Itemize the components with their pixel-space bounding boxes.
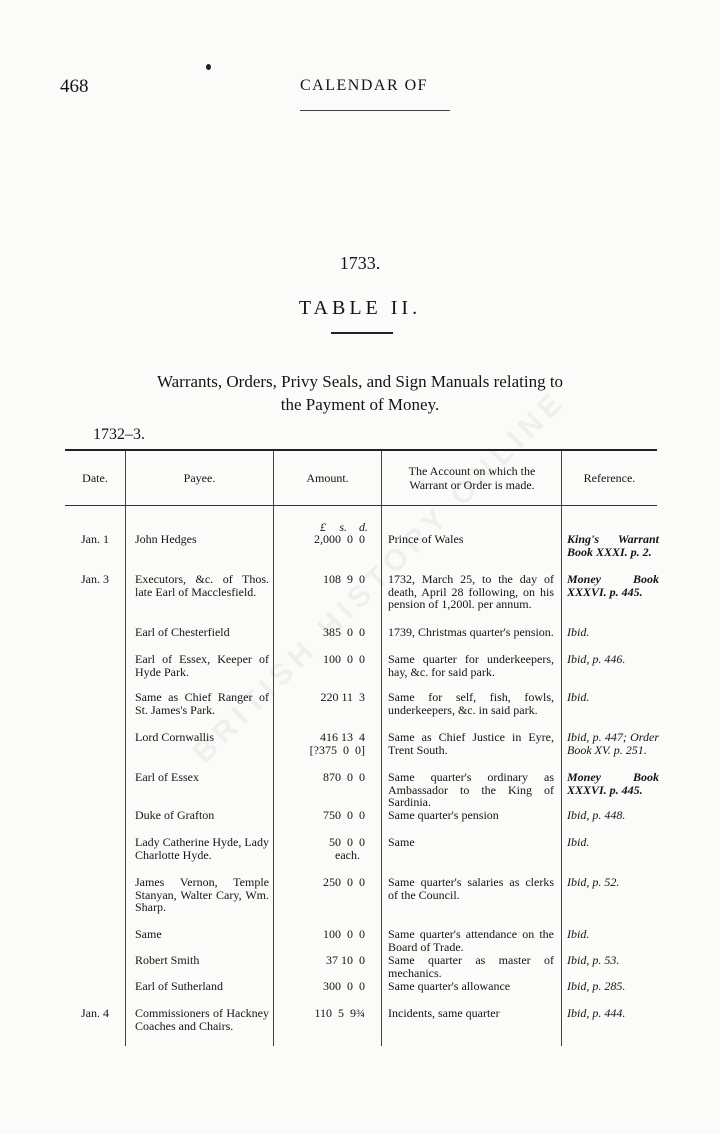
- table-row-reference: Ibid, p. 447; Order Book XV. p. 251.: [567, 730, 659, 757]
- column-header-amount: Amount.: [306, 471, 349, 485]
- table-row-date: Jan. 1: [81, 532, 109, 546]
- amount-value: 110 5 9¾: [314, 1006, 365, 1020]
- ink-dot: [206, 64, 211, 70]
- table-row-payee: Earl of Sutherland: [135, 979, 223, 993]
- amount-note: [?375 0 0]: [309, 743, 365, 757]
- amount-value: 750 0 0: [323, 808, 365, 822]
- table-row-account: Same quarter's allowance: [388, 979, 511, 993]
- table-row-account: Same: [388, 835, 415, 849]
- table-row-account: Same as Chief Justice in Eyre, Trent South.: [388, 730, 554, 757]
- table-row-account: 1739, Christmas quarter's pension.: [388, 625, 554, 639]
- table-row-payee: Earl of Essex: [135, 770, 199, 784]
- amount-value: 220 11 3: [320, 690, 365, 704]
- table-row-reference: Ibid, p. 53.: [567, 953, 620, 967]
- table-row-payee: Same: [135, 927, 162, 941]
- pounds-symbol: £: [320, 520, 326, 534]
- table-row-amount: [277, 771, 377, 784]
- header-rule: [300, 110, 450, 111]
- table-row-account: Same quarter's pension: [388, 808, 499, 822]
- table-title: TABLE II.: [298, 297, 422, 319]
- table-row-account: Same for self, fish, fowls, underkeepers, &c. in said park.: [388, 690, 554, 717]
- amount-value: 100 0 0: [323, 927, 365, 941]
- amount-value: 300 0 0: [323, 979, 365, 993]
- table-row-payee: Robert Smith: [135, 953, 200, 967]
- table-row-amount: [277, 836, 377, 849]
- section-heading: [40, 370, 680, 416]
- pence-symbol: d.: [359, 520, 368, 534]
- table-row-reference: Ibid.: [567, 690, 590, 704]
- amount-value: 385 0 0: [323, 625, 365, 639]
- table-row-payee: Lady Catherine Hyde, Lady Charlotte Hyde.: [135, 835, 269, 862]
- table-row-amount: [277, 731, 377, 744]
- table-row-amount-note: [277, 849, 377, 862]
- amount-value: 37 10 0: [326, 953, 365, 967]
- amount-value: 870 0 0: [323, 770, 365, 784]
- title-rule: [331, 332, 393, 334]
- subheading: 1732–3.: [93, 426, 145, 443]
- table-row-account: Incidents, same quarter: [388, 1006, 500, 1020]
- table-row-payee: Same as Chief Ranger of St. James's Park.: [135, 690, 269, 717]
- shillings-symbol: s.: [339, 520, 347, 534]
- table-row-amount: [277, 626, 377, 639]
- amount-value: 108 9 0: [323, 572, 365, 586]
- column-header-reference: Reference.: [583, 471, 636, 485]
- table-row-account: Same quarter as master of mechanics.: [388, 953, 554, 980]
- table-row-date: Jan. 4: [81, 1006, 109, 1020]
- amount-note: each.: [335, 848, 360, 862]
- column-header-payee: Payee.: [183, 471, 216, 485]
- table-row-account: 1732, March 25, to the day of death, April 28 following, on his pension of 1,200l. per annum.: [388, 572, 554, 611]
- table-row-reference: Ibid.: [567, 625, 590, 639]
- table-row-reference: Ibid, p. 52.: [567, 875, 620, 889]
- column-divider: [273, 451, 274, 1046]
- table-row-payee: Lord Cornwallis: [135, 730, 214, 744]
- table-row-amount: [277, 954, 377, 967]
- table-row-amount: [277, 533, 377, 546]
- year-heading: 1733.: [339, 253, 381, 273]
- table-row-amount: [277, 928, 377, 941]
- amount-value: 100 0 0: [323, 652, 365, 666]
- table-row-payee: Commissioners of Hackney Coaches and Chairs.: [135, 1006, 269, 1033]
- table-row-reference: Ibid.: [567, 927, 590, 941]
- table-row-reference: Ibid, p. 444.: [567, 1006, 626, 1020]
- table-row-reference: Ibid, p. 446.: [567, 652, 626, 666]
- table-row-account: Same quarter's ordinary as Ambassador to the King of Sardinia.: [388, 770, 554, 809]
- table-row-payee: James Vernon, Temple Stanyan, Walter Cary, Wm. Sharp.: [135, 875, 269, 914]
- section-heading-line2: the Payment of Money.: [280, 395, 440, 414]
- table-row-reference: King's Warrant Book XXXI. p. 2.: [567, 532, 659, 559]
- amount-value: 2,000 0 0: [314, 532, 365, 546]
- table-row-payee: John Hedges: [135, 532, 197, 546]
- column-divider: [125, 451, 126, 1046]
- table-row-account: Same quarter for underkeepers, hay, &c. for said park.: [388, 652, 554, 679]
- amount-value: 416 13 4: [320, 730, 365, 744]
- table-row-reference: Ibid, p. 448.: [567, 808, 626, 822]
- amount-value: 250 0 0: [323, 875, 365, 889]
- page-number: 468: [60, 76, 89, 97]
- section-heading-line1: Warrants, Orders, Privy Seals, and Sign Manuals relating to: [156, 372, 564, 391]
- column-divider: [561, 451, 562, 1046]
- column-divider: [381, 451, 382, 1046]
- table-row-reference: Money Book XXXVI. p. 445.: [567, 572, 659, 599]
- table-row-amount: [277, 980, 377, 993]
- table-row-reference: Money Book XXXVI. p. 445.: [567, 770, 659, 797]
- column-header-date: Date.: [82, 471, 108, 485]
- table-row-account: Same quarter's salaries as clerks of the Council.: [388, 875, 554, 902]
- table-row-amount: [277, 809, 377, 822]
- table-row-reference: Ibid.: [567, 835, 590, 849]
- table-row-payee: Earl of Essex, Keeper of Hyde Park.: [135, 652, 269, 679]
- table-row-payee: Earl of Chesterfield: [135, 625, 230, 639]
- table-row-amount: [277, 876, 377, 889]
- table-header-rule: [65, 505, 657, 506]
- table-row-date: Jan. 3: [81, 572, 109, 586]
- amount-value: 50 0 0: [329, 835, 365, 849]
- table-row-amount: [277, 573, 377, 586]
- table-row-payee: Duke of Grafton: [135, 808, 215, 822]
- table-row-reference: Ibid, p. 285.: [567, 979, 626, 993]
- table-row-payee: Executors, &c. of Thos. late Earl of Macclesfield.: [135, 572, 269, 599]
- column-header-account: The Account on which the Warrant or Order is made.: [408, 464, 536, 492]
- table-row-account: Prince of Wales: [388, 532, 464, 546]
- table-row-amount: [277, 691, 377, 704]
- running-title: CALENDAR OF: [300, 77, 429, 94]
- table-row-amount-note: [277, 744, 377, 757]
- table-row-account: Same quarter's attendance on the Board of Trade.: [388, 927, 554, 954]
- table-row-amount: [277, 1007, 377, 1020]
- table-row-amount: [277, 653, 377, 666]
